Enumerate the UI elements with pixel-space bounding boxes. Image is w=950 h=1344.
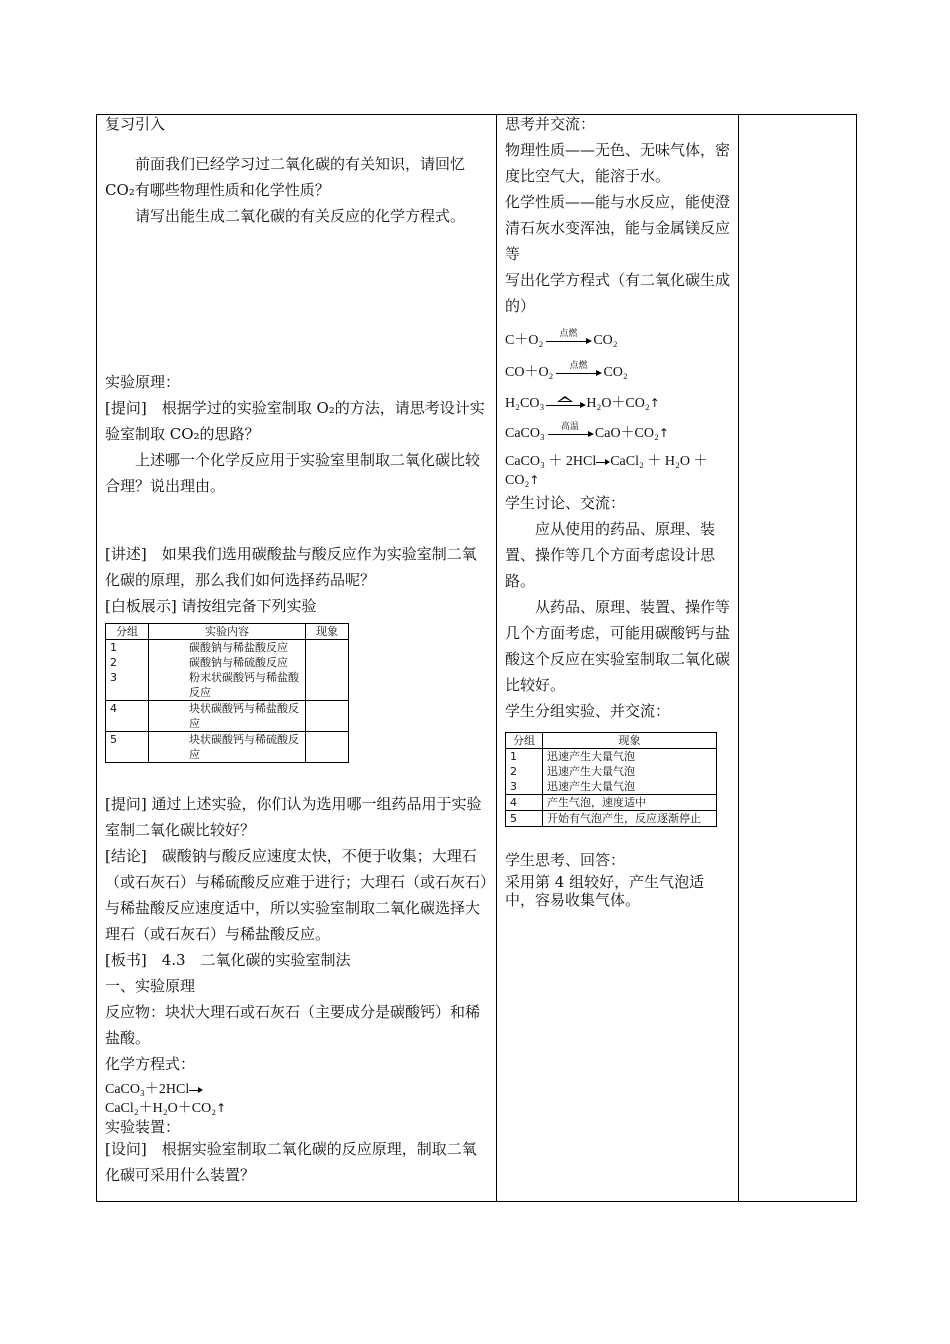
reaction-5 <box>505 453 733 490</box>
content-cell: 碳酸钠与稀硫酸反应 <box>149 655 306 670</box>
arrow-icon <box>556 373 600 374</box>
phenomenon-cell <box>306 655 349 670</box>
group-cell: 4 <box>506 795 543 811</box>
header-cell: 现象 <box>543 733 717 749</box>
answer: 采用第 4 组较好，产生气泡适中，容易收集气体。 <box>505 873 705 909</box>
equation-title: 化学方程式： <box>105 1055 196 1073</box>
gas-up-arrow-icon: ↑ <box>649 396 660 410</box>
group-cell: 1 <box>506 749 543 765</box>
apparatus-title: 实验装置： <box>105 1118 181 1136</box>
group-cell: 5 <box>106 732 149 763</box>
whiteboard-task: [白板展示] 请按组完备下列实验 <box>105 597 317 615</box>
condition-arrow <box>548 420 592 442</box>
table-row <box>506 764 717 779</box>
header-cell: 分组 <box>106 624 149 640</box>
reaction-2 <box>505 357 733 389</box>
gas-up-arrow-icon: ↑ <box>216 1101 227 1115</box>
group-cell: 3 <box>106 670 149 701</box>
phenomenon-cell <box>306 640 349 656</box>
lecture: [讲述] 如果我们选用碳酸盐与酸反应作为实验室制二氧化碳的原理，那么我们如何选择药品呢？ <box>105 545 477 589</box>
phenomenon-cell <box>306 701 349 732</box>
group-cell: 2 <box>106 655 149 670</box>
reaction-right: CaCl₂ ＋ H₂O ＋ <box>610 454 708 469</box>
condition-label: 点燃 <box>569 359 588 370</box>
review-question: 前面我们已经学习过二氧化碳的有关知识，请回忆 CO₂有哪些物理性质和化学性质？ <box>105 155 466 199</box>
table-row <box>106 701 349 732</box>
content-cell: 粉末状碳酸钙与稀盐酸反应 <box>149 670 306 701</box>
reactants: 反应物：块状大理石或石灰石（主要成分是碳酸钙）和稀盐酸。 <box>105 1003 481 1047</box>
discussion-1: 应从使用的药品、原理、装置、操作等几个方面考虑设计思路。 <box>505 520 716 590</box>
reaction-right: CO₂ <box>603 365 628 380</box>
group-cell: 2 <box>506 764 543 779</box>
condition-arrow <box>546 327 590 349</box>
table-row <box>106 732 349 763</box>
question-2: [提问] 通过上述实验，你们认为选用哪一组药品用于实验室制二氧化碳比较好？ <box>105 795 482 839</box>
review-title: 复习引入 <box>105 115 166 133</box>
header-cell: 实验内容 <box>149 624 306 640</box>
content-cell: 碳酸钠与稀盐酸反应 <box>149 640 306 656</box>
phenomenon-cell: 迅速产生大量气泡 <box>543 764 717 779</box>
reaction-tail: CO₂ <box>505 473 530 488</box>
lesson-table <box>96 114 857 1202</box>
reaction-left: CaCO₃ <box>505 426 545 441</box>
phenomenon-cell <box>306 670 349 701</box>
arrow-icon <box>546 341 590 342</box>
chemical-properties: 化学性质——能与水反应，能使澄清石灰水变浑浊，能与金属镁反应等 <box>505 193 731 263</box>
condition-label: 点燃 <box>559 327 578 338</box>
equation-reactants: CaCO₃＋2HCl <box>105 1082 190 1097</box>
condition-label: 高温 <box>560 420 579 431</box>
section-1-heading: 一、实验原理 <box>105 977 196 995</box>
column-divider <box>738 115 739 1201</box>
think-title: 思考并交流： <box>505 115 596 133</box>
discussion-2: 从药品、原理、装置、操作等几个方面考虑，可能用碳酸钙与盐酸这个反应在实验室制取二氧化碳比较好。 <box>505 598 731 694</box>
table-row <box>506 811 717 827</box>
experiment-table <box>105 623 349 763</box>
reaction-3 <box>505 389 733 418</box>
group-cell: 1 <box>106 640 149 656</box>
question-1: [提问] 根据学过的实验室制取 O₂的方法，请思考设计实验室制取 CO₂的思路？ <box>105 399 485 443</box>
principle-title: 实验原理： <box>105 373 181 391</box>
reaction-4 <box>505 418 733 449</box>
reaction-1 <box>505 325 733 357</box>
equation-line-2 <box>105 1099 489 1118</box>
group-experiment-title: 学生分组实验、并交流： <box>505 702 671 720</box>
question-3: [设问] 根据实验室制取二氧化碳的反应原理，制取二氧化碳可采用什么装置？ <box>105 1140 477 1184</box>
arrow-icon <box>596 457 610 467</box>
phenomenon-cell: 开始有气泡产生，反应逐渐停止 <box>543 811 717 827</box>
physical-properties: 物理性质——无色、无味气体，密度比空气大，能溶于水。 <box>505 141 731 185</box>
phenomenon-cell: 迅速产生大量气泡 <box>543 749 717 765</box>
reaction-left: C＋O₂ <box>505 333 544 348</box>
condition-arrow <box>556 359 600 381</box>
reaction-right: H₂O＋CO₂ <box>586 396 650 411</box>
phenomenon-cell: 迅速产生大量气泡 <box>543 779 717 795</box>
header-cell: 现象 <box>306 624 349 640</box>
header-cell: 分组 <box>506 733 543 749</box>
reaction-left: CaCO₃ ＋ 2HCl <box>505 454 597 469</box>
table-row <box>506 779 717 795</box>
reaction-left: CO＋O₂ <box>505 365 554 380</box>
phenomenon-table <box>505 732 717 827</box>
table-row <box>106 640 349 656</box>
gas-up-arrow-icon: ↑ <box>658 426 669 440</box>
heat-arrow-icon <box>546 396 584 412</box>
student-activity-column <box>505 115 733 909</box>
phenomenon-cell: 产生气泡，速度适中 <box>543 795 717 811</box>
reaction-left: H₂CO₃ <box>505 396 545 411</box>
group-cell: 5 <box>506 811 543 827</box>
reaction-right: CaO＋CO₂ <box>594 426 659 441</box>
table-row <box>506 749 717 765</box>
conclusion: [结论] 碳酸钠与酸反应速度太快，不便于收集；大理石（或石灰石）与稀硫酸反应难于进行；大理石（或石灰石）与稀盐酸反应速度适中，所以实验室制取二氧化碳选择大理石（或石灰石）与稀盐酸反应。 <box>105 847 488 943</box>
reaction-right: CO₂ <box>593 333 618 348</box>
discussion-title: 学生讨论、交流： <box>505 494 626 512</box>
gas-up-arrow-icon: ↑ <box>529 473 540 487</box>
write-equations: 写出化学方程式（有二氧化碳生成的） <box>505 271 731 315</box>
arrow-icon <box>189 1085 203 1095</box>
equation-line-1 <box>105 1081 489 1099</box>
table-row <box>106 655 349 670</box>
teacher-activity-column <box>105 115 489 1188</box>
phenomenon-cell <box>306 732 349 763</box>
content-cell: 块状碳酸钙与稀硫酸反应 <box>149 732 306 763</box>
table-row <box>506 795 717 811</box>
table-row <box>106 670 349 701</box>
content-cell: 块状碳酸钙与稀盐酸反应 <box>149 701 306 732</box>
board-note: [板书] 4.3 二氧化碳的实验室制法 <box>105 951 351 969</box>
arrow-icon <box>548 434 592 435</box>
answer-title: 学生思考、回答： <box>505 851 626 869</box>
equation-products: CaCl₂＋H₂O＋CO₂ <box>105 1101 217 1116</box>
review-task: 请写出能生成二氧化碳的有关反应的化学方程式。 <box>135 207 466 225</box>
group-cell: 4 <box>106 701 149 732</box>
group-cell: 3 <box>506 779 543 795</box>
question-1b: 上述哪一个化学反应用于实验室里制取二氧化碳比较合理？说出理由。 <box>105 451 481 495</box>
column-divider <box>496 115 497 1201</box>
